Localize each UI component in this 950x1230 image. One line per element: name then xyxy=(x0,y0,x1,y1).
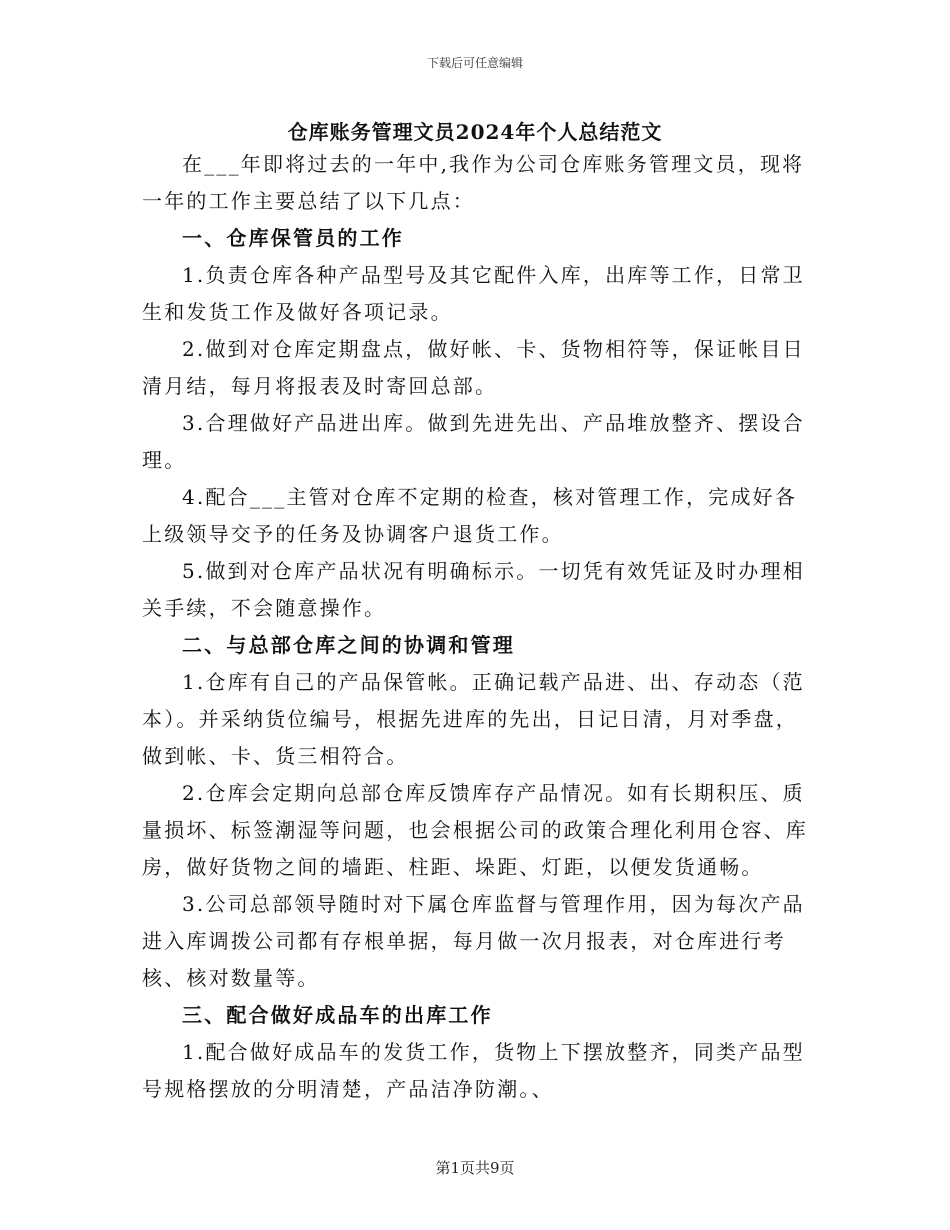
page-footer: 第1页共9页 xyxy=(435,1159,515,1177)
list-item: 3.合理做好产品进出库。做到先进先出、产品堆放整齐、摆设合理。 xyxy=(142,411,805,472)
list-item: 5.做到对仓库产品状况有明确标示。一切凭有效凭证及时办理相关手续，不会随意操作。 xyxy=(142,559,805,620)
list-item: 1.负责仓库各种产品型号及其它配件入库，出库等工作，日常卫生和发货工作及做好各项记录。 xyxy=(142,263,805,324)
intro-paragraph: 在___年即将过去的一年中,我作为公司仓库账务管理文员，现将一年的工作主要总结了以下几点： xyxy=(142,152,805,213)
list-item: 4.配合___主管对仓库不定期的检查，核对管理工作，完成好各上级领导交予的任务及协调客户退货工作。 xyxy=(142,485,798,546)
header-note: 下载后可任意编辑 xyxy=(426,56,523,70)
section-heading: 三、配合做好成品车的出库工作 xyxy=(182,1003,493,1027)
document-title: 仓库账务管理文员2024年个人总结范文 xyxy=(287,120,663,144)
list-item: 3.公司总部领导随时对下属仓库监督与管理作用，因为每次产品进入库调拨公司都有存根单据，每月做一次月报表，对仓库进行考核、核对数量等。 xyxy=(142,892,805,990)
section-heading: 二、与总部仓库之间的协调和管理 xyxy=(182,633,515,657)
list-item: 2.仓库会定期向总部仓库反馈库存产品情况。如有长期积压、质量损坏、标签潮湿等问题，也会根据公司的政策合理化利用仓容、库房，做好货物之间的墙距、柱距、垛距、灯距，以便发货通畅。 xyxy=(142,781,808,879)
document-body xyxy=(142,146,814,1108)
list-item: 1.仓库有自己的产品保管帐。正确记载产品进、出、存动态（范本）。并采纳货位编号，根据先进库的先出，日记日清，月对季盘，做到帐、卡、货三相符合。 xyxy=(142,670,805,768)
list-item: 2.做到对仓库定期盘点，做好帐、卡、货物相符等，保证帐目日清月结，每月将报表及时寄回总部。 xyxy=(142,337,805,398)
section-heading: 一、仓库保管员的工作 xyxy=(182,226,404,250)
list-item: 1.配合做好成品车的发货工作，货物上下摆放整齐，同类产品型号规格摆放的分明清楚，产品洁净防潮。、 xyxy=(142,1040,805,1101)
